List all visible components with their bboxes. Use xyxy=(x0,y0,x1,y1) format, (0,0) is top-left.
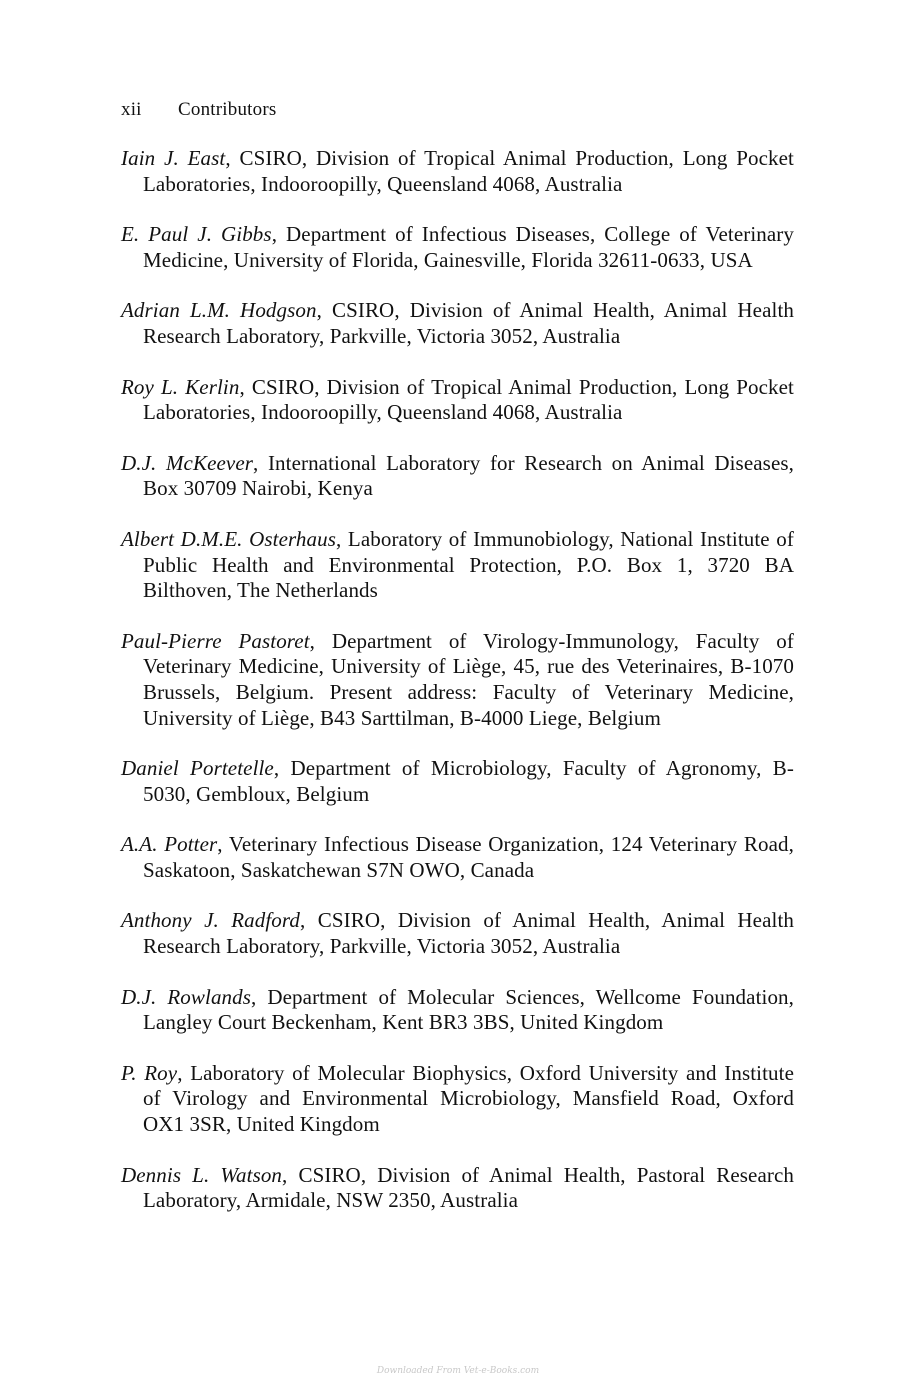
contributor-affiliation: , Department of Microbiology, Faculty of Agronomy, B-5030, Gembloux, Belgium xyxy=(143,756,795,806)
contributor-affiliation: , Veterinary Infectious Disease Organization, 124 Veterinary Road, Saskatoon, Saskatchewan S7N OWO, Canada xyxy=(143,832,794,882)
running-head xyxy=(121,98,276,122)
contributor-affiliation: , CSIRO, Division of Tropical Animal Production, Long Pocket Laboratories, Indooroopilly, Queensland 4068, Australia xyxy=(143,146,794,196)
contributor-name: Daniel Portetelle xyxy=(121,756,274,781)
contributor-entry xyxy=(121,985,794,1036)
contributor-name: D.J. Rowlands xyxy=(121,984,252,1009)
contributor-entry xyxy=(121,146,794,197)
contributor-affiliation: , CSIRO, Division of Animal Health, Animal Health Research Laboratory, Parkville, Victoria 3052, Australia xyxy=(143,298,794,348)
contributor-name: Dennis L. Watson xyxy=(121,1162,283,1187)
contributor-entry xyxy=(121,832,794,883)
contributor-affiliation: , International Laboratory for Research on Animal Diseases, Box 30709 Nairobi, Kenya xyxy=(143,450,794,501)
contributor-entry xyxy=(121,222,794,273)
contributor-entry xyxy=(121,908,794,959)
download-watermark: Downloaded From Vet-e-Books.com xyxy=(376,1366,540,1376)
contributor-name: Albert D.M.E. Osterhaus xyxy=(121,526,336,551)
contributor-affiliation: , CSIRO, Division of Tropical Animal Production, Long Pocket Laboratories, Indooroopilly, Queensland 4068, Australia xyxy=(143,374,794,425)
contributor-entry xyxy=(121,1061,794,1138)
contributor-name: D.J. McKeever xyxy=(121,450,254,475)
page-number: xii xyxy=(121,99,142,120)
contributor-name: Adrian L.M. Hodgson xyxy=(121,298,317,323)
contributor-entry xyxy=(121,451,794,502)
contributor-entry xyxy=(121,1163,794,1214)
contributor-name: Roy L. Kerlin xyxy=(121,374,240,399)
contributor-name: E. Paul J. Gibbs xyxy=(121,222,272,247)
contributor-entry xyxy=(121,629,794,731)
contributor-affiliation: , Department of Infectious Diseases, College of Veterinary Medicine, University of Florida, Gainesville, Florida 32611-0633, USA xyxy=(143,222,794,272)
contributor-affiliation: , Laboratory of Molecular Biophysics, Oxford University and Institute of Virology and Environmental Microbiology, Mansfield Road, Oxford OX1 3SR, United Kingdom xyxy=(143,1060,794,1137)
contributor-entry xyxy=(121,527,794,604)
contributor-name: A.A. Potter xyxy=(121,832,218,857)
section-title: Contributors xyxy=(178,99,277,120)
contributor-name: P. Roy xyxy=(121,1060,178,1085)
contributor-affiliation: , Department of Molecular Sciences, Wellcome Foundation, Langley Court Beckenham, Kent BR3 3BS, United Kingdom xyxy=(143,984,794,1035)
contributor-name: Iain J. East xyxy=(121,146,226,170)
contributor-affiliation: , Laboratory of Immunobiology, National Institute of Public Health and Environmental Protection, P.O. Box 1, 3720 BA Bilthoven, The Netherlands xyxy=(143,526,794,603)
contributor-name: Anthony J. Radford xyxy=(121,908,300,933)
contributor-entry xyxy=(121,298,794,349)
contributor-entry xyxy=(121,375,794,426)
contributor-affiliation: , Department of Virology-Immunology, Faculty of Veterinary Medicine, University of Liège, 45, rue des Veterinaires, B-1070 Brussels, Belgium. Present address: Faculty of Veterinary Medicine, University of Liège, B43 Sarttilman, B-4000 Liege, Belgium xyxy=(143,628,794,730)
contributor-affiliation: , CSIRO, Division of Animal Health, Pastoral Research Laboratory, Armidale, NSW 2350, Australia xyxy=(143,1162,794,1213)
contributor-name: Paul-Pierre Pastoret xyxy=(121,628,310,653)
contributor-entry xyxy=(121,756,794,807)
contributor-affiliation: , CSIRO, Division of Animal Health, Animal Health Research Laboratory, Parkville, Victoria 3052, Australia xyxy=(143,908,794,959)
contributor-list xyxy=(121,146,794,1239)
